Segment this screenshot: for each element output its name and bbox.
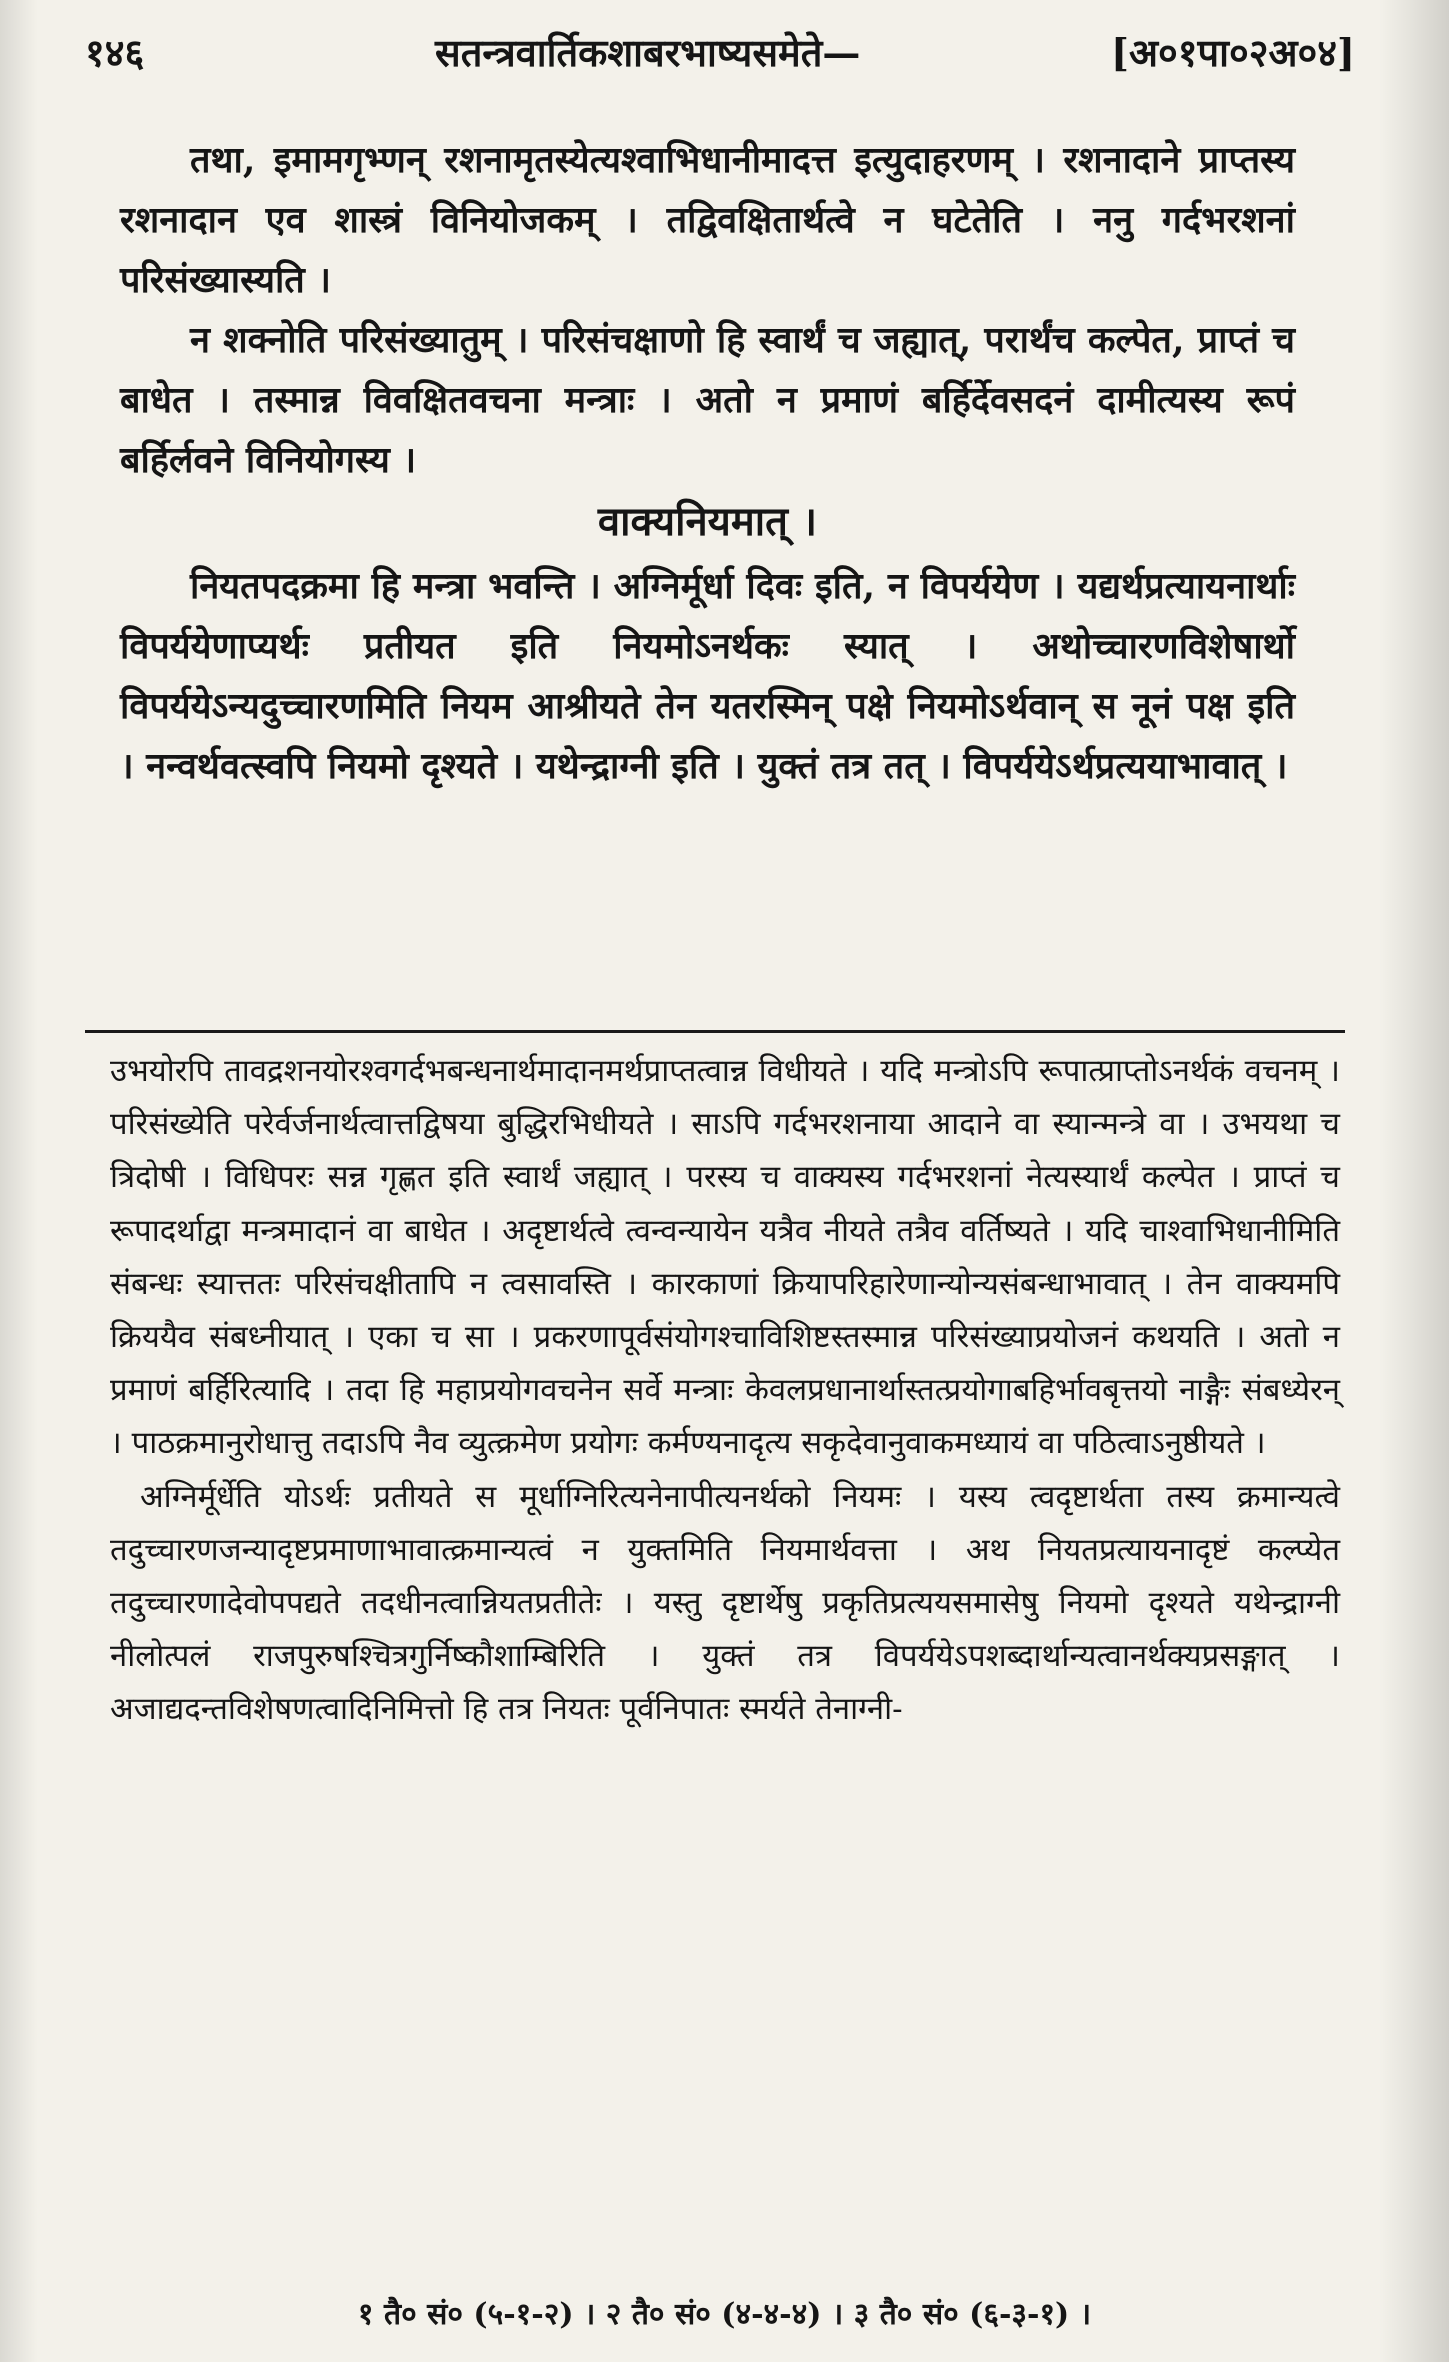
commentary-paragraph-1: उभयोरपि तावद्रशनयोरश्वगर्दभबन्धनार्थमादानमर्थप्राप्तत्वान्न विधीयते । यदि मन्त्रोऽपि रूपात्प्राप्तोऽनर्थकं वचनम् । परिसंख्येति परेर्वर्जनार्थत्वात्तद्विषया बुद्धिरभिधीयते । साऽपि गर्दभरशनाया आदाने वा स्यान्मन्त्रे वा । उभयथा च त्रिदोषी । विधिपरः सन्न गृह्णत इति स्वार्थं जह्यात् । परस्य च वाक्यस्य गर्दभरशनां नेत्यस्यार्थं कल्पेत । प्राप्तं च रूपादर्थाद्वा मन्त्रमादानं वा बाधेत । अदृष्टार्थत्वे त्वन्वन्यायेन यत्रैव नीयते तत्रैव वर्तिष्यते । यदि चाश्वाभिधानीमिति संबन्धः स्यात्ततः परिसंचक्षीतापि न त्वसावस्ति । कारकाणां क्रियापरिहारेणान्योन्यसंबन्धाभावात् । तेन वाक्यमपि क्रिययैव संबध्नीयात् । एका च सा । प्रकरणापूर्वसंयोगश्चाविशिष्टस्तस्मान्न परिसंख्याप्रयोजनं कथयति । अतो न प्रमाणं बर्हिरित्यादि । तदा हि महाप्रयोगवचनेन सर्वे मन्त्राः केवलप्रधानार्थास्तत्प्रयोगाबहिर्भावबृत्तयो नाङ्गैः संबध्येरन् । पाठक्रमानुरोधात्तु तदाऽपि नैव व्युत्क्रमेण प्रयोगः कर्मण्यनादृत्य सकृदेवानुवाकमध्यायं वा पठित्वाऽनुष्ठीयते । xyxy=(110,1053,1340,1462)
main-text xyxy=(120,130,1295,796)
running-header xyxy=(85,18,1355,88)
section-heading: वाक्यनियमात् । xyxy=(597,498,818,545)
footnotes: १ तै० सं० (५-१-२) । २ तै० सं० (४-४-४) । ३ तै० सं० (६-३-१) । xyxy=(357,2297,1092,2332)
main-paragraph-3: नियतपदक्रमा हि मन्त्रा भवन्ति । अग्निर्मूर्धा दिवः इति, न विपर्ययेण । यद्यर्थप्रत्यायनार्थाः विपर्ययेणाप्यर्थः प्रतीयत इति नियमोऽनर्थकः स्यात् । अथोच्चारणविशेषार्थो विपर्ययेऽन्यदुच्चारणमिति नियम आश्रीयते तेन यतरस्मिन् पक्षे नियमोऽर्थवान् स नूनं पक्ष इति । नन्वर्थवत्स्वपि नियमो दृश्यते । यथेन्द्राग्नी इति । युक्तं तत्र तत् । विपर्ययेऽर्थप्रत्ययाभावात् । xyxy=(120,565,1295,787)
running-title: सतन्त्रवार्तिकशाबरभाष्यसमेते— xyxy=(435,30,861,75)
page-shadow-left xyxy=(0,0,38,2362)
commentary-text xyxy=(110,1045,1340,1737)
section-reference: [अ०१पा०२अ०४] xyxy=(1110,30,1355,75)
page-number: १४६ xyxy=(85,30,145,75)
main-paragraph-1: तथा, इमामगृभ्णन् रशनामृतस्येत्यश्वाभिधानीमादत्त इत्युदाहरणम् । रशनादाने प्राप्तस्य रशनादान एव शास्त्रं विनियोजकम् । तद्विवक्षितार्थत्वे न घटेतेति । ननु गर्दभरशनां परिसंख्यास्यति । xyxy=(120,139,1295,301)
page-shadow-right xyxy=(1379,0,1449,2362)
separator-rule xyxy=(85,1030,1345,1033)
main-paragraph-2: न शक्नोति परिसंख्यातुम् । परिसंचक्षाणो हि स्वार्थं च जह्यात्, परार्थंच कल्पेत, प्राप्तं च बाधेत । तस्मान्न विवक्षितवचना मन्त्राः । अतो न प्रमाणं बर्हिर्देवसदनं दामीत्यस्य रूपं बर्हिर्लवने विनियोगस्य । xyxy=(120,319,1295,481)
commentary-paragraph-2: अग्निर्मूर्धेति योऽर्थः प्रतीयते स मूर्धाग्निरित्यनेनापीत्यनर्थको नियमः । यस्य त्वदृष्टार्थता तस्य क्रमान्यत्वे तदुच्चारणजन्यादृष्टप्रमाणाभावात्क्रमान्यत्वं न युक्तमिति नियमार्थवत्ता । अथ नियतप्रत्यायनादृष्टं कल्प्येत तदुच्चारणादेवोपपद्यते तदधीनत्वान्नियतप्रतीतेः । यस्तु दृष्टार्थेषु प्रकृतिप्रत्ययसमासेषु नियमो दृश्यते यथेन्द्राग्नी नीलोत्पलं राजपुरुषश्चित्रगुर्निष्कौशाम्बिरिति । युक्तं तत्र विपर्ययेऽपशब्दार्थान्यत्वानर्थक्यप्रसङ्गात् । अजाद्यदन्तविशेषणत्वादिनिमित्तो हि तत्र नियतः पूर्वनिपातः स्मर्यते तेनाग्नी- xyxy=(110,1478,1340,1728)
